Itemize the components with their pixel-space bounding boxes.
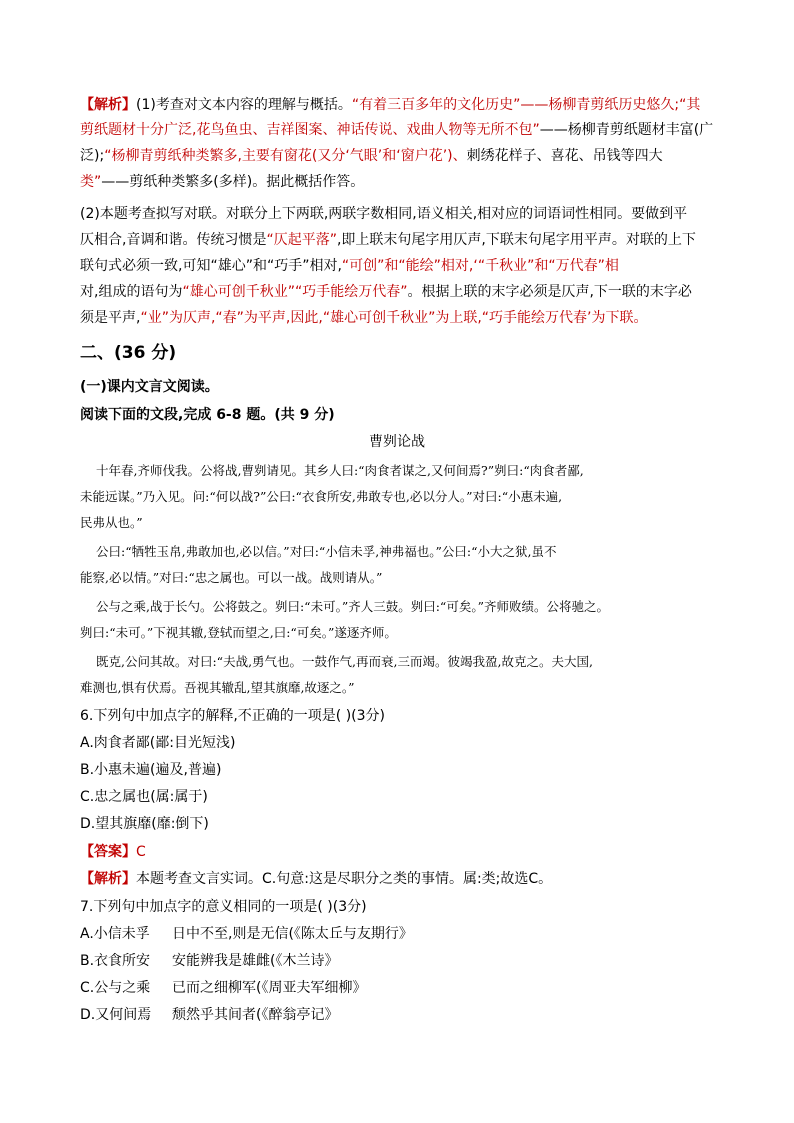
answer-value: C <box>136 844 146 860</box>
question-6-stem: 6.下列句中加点字的解释,不正确的一项是( )(3分) <box>80 708 386 724</box>
question-7-option-d: D.又何间焉 颓然乎其间者(《醉翁亭记》 <box>80 1007 339 1023</box>
analysis2-line3: 联句式必须一致,可知“雄心”和“巧手”相对,“可创”和“能绘”相对,‘“千秋业”和“万代春”相 <box>80 258 619 274</box>
passage-line: 公曰:“牺牲玉帛,弗敢加也,必以信。”对曰:“小信未孚,神弗福也。”公曰:“小大之狱,虽不 <box>96 544 557 559</box>
question-6-option-c: C.忠之属也(属:属于) <box>80 789 208 805</box>
question-6-option-a: A.肉食者鄙(鄙:目光短浅) <box>80 735 236 751</box>
analysis-tag: 【解析】 <box>80 97 136 113</box>
analysis2-line4: 对,组成的语句为“雄心可创千秋业”“巧手能绘万代春”。根据上联的末字必须是仄声,下一联的末字必 <box>80 284 692 300</box>
analysis1-line4: 类”——剪纸种类繁多(多样)。据此概括作答。 <box>80 174 365 190</box>
passage-line: 既克,公问其故。对曰:“夫战,勇气也。一鼓作气,再而衰,三而竭。彼竭我盈,故克之。夫大国, <box>96 654 593 669</box>
question-6-answer <box>80 842 714 862</box>
question-7-option-b: B.衣食所安 安能辨我是雄雌(《木兰诗》 <box>80 953 339 969</box>
analysis1-line2: 剪纸题材十分广泛,花鸟鱼虫、吉祥图案、神话传说、戏曲人物等无所不包”——杨柳青剪纸题材丰富(广 <box>80 122 714 138</box>
passage-line: 公与之乘,战于长勺。公将鼓之。刿曰:“未可。”齐人三鼓。刿曰:“可矣。”齐师败绩。公将驰之。 <box>96 599 609 614</box>
passage-line: 十年春,齐师伐我。公将战,曹刿请见。其乡人曰:“肉食者谋之,又何间焉?”刿曰:“肉食者鄙, <box>96 463 584 478</box>
passage-line: 难测也,惧有伏焉。吾视其辙乱,望其旗靡,故逐之。” <box>80 680 355 695</box>
passage-line: 未能远谋。”乃入见。问:“何以战?”公曰:“衣食所安,弗敢专也,必以分人。”对曰:“小惠未遍, <box>80 489 563 504</box>
section-title: 二、(36 分) <box>80 343 177 363</box>
analysis2-line2: 仄相合,音调和谐。传统习惯是“仄起平落”,即上联末句尾字用仄声,下联末句尾字用平声。对联的上下 <box>80 232 696 248</box>
passage-line: 民弗从也。” <box>80 515 143 530</box>
question-7-option-c: C.公与之乘 已而之细柳军(《周亚夫军细柳》 <box>80 980 367 996</box>
passage-line: 能察,必以情。”对曰:“忠之属也。可以一战。战则请从。” <box>80 570 383 585</box>
question-6-option-b: B.小惠未遍(遍及,普遍) <box>80 762 222 778</box>
question-7-option-a: A.小信未孚 日中不至,则是无信(《陈太丘与友期行》 <box>80 926 413 942</box>
reading-instruction: 阅读下面的文段,完成 6-8 题。(共 9 分) <box>80 407 335 423</box>
analysis1-line1: 【解析】(1)考查对文本内容的理解与概括。“有着三百多年的文化历史”——杨柳青剪纸历史悠久;“其 <box>80 97 701 113</box>
subsection-title: (一)课内文言文阅读。 <box>80 379 219 395</box>
answer-tag: 【答案】 <box>80 844 136 860</box>
analysis1-line3: 泛);“杨柳青剪纸种类繁多,主要有窗花(又分‘气眼’和‘窗户花’)、刺绣花样子、喜花、吊钱等四大 <box>80 148 663 164</box>
passage-title: 曹刿论战 <box>369 434 425 450</box>
question-6-option-d: D.望其旗靡(靡:倒下) <box>80 816 209 832</box>
question-7-stem: 7.下列句中加点字的意义相同的一项是( )(3分) <box>80 899 367 915</box>
analysis-tag: 【解析】 <box>80 871 136 887</box>
passage-line: 刿曰:“未可。”下视其辙,登轼而望之,曰:“可矣。”遂逐齐师。 <box>80 625 397 640</box>
analysis2-line5: 须是平声,“业”为仄声,“春”为平声,因此,“雄心可创千秋业”为上联,“巧手能绘万代春’为下联。 <box>80 310 648 326</box>
question-6-analysis: 【解析】本题考查文言实词。C.句意:这是尽职分之类的事情。属:类;故选C。 <box>80 871 553 887</box>
analysis2-line1: (2)本题考查拟写对联。对联分上下两联,两联字数相同,语义相关,相对应的词语词性相同。要做到平 <box>80 206 688 222</box>
